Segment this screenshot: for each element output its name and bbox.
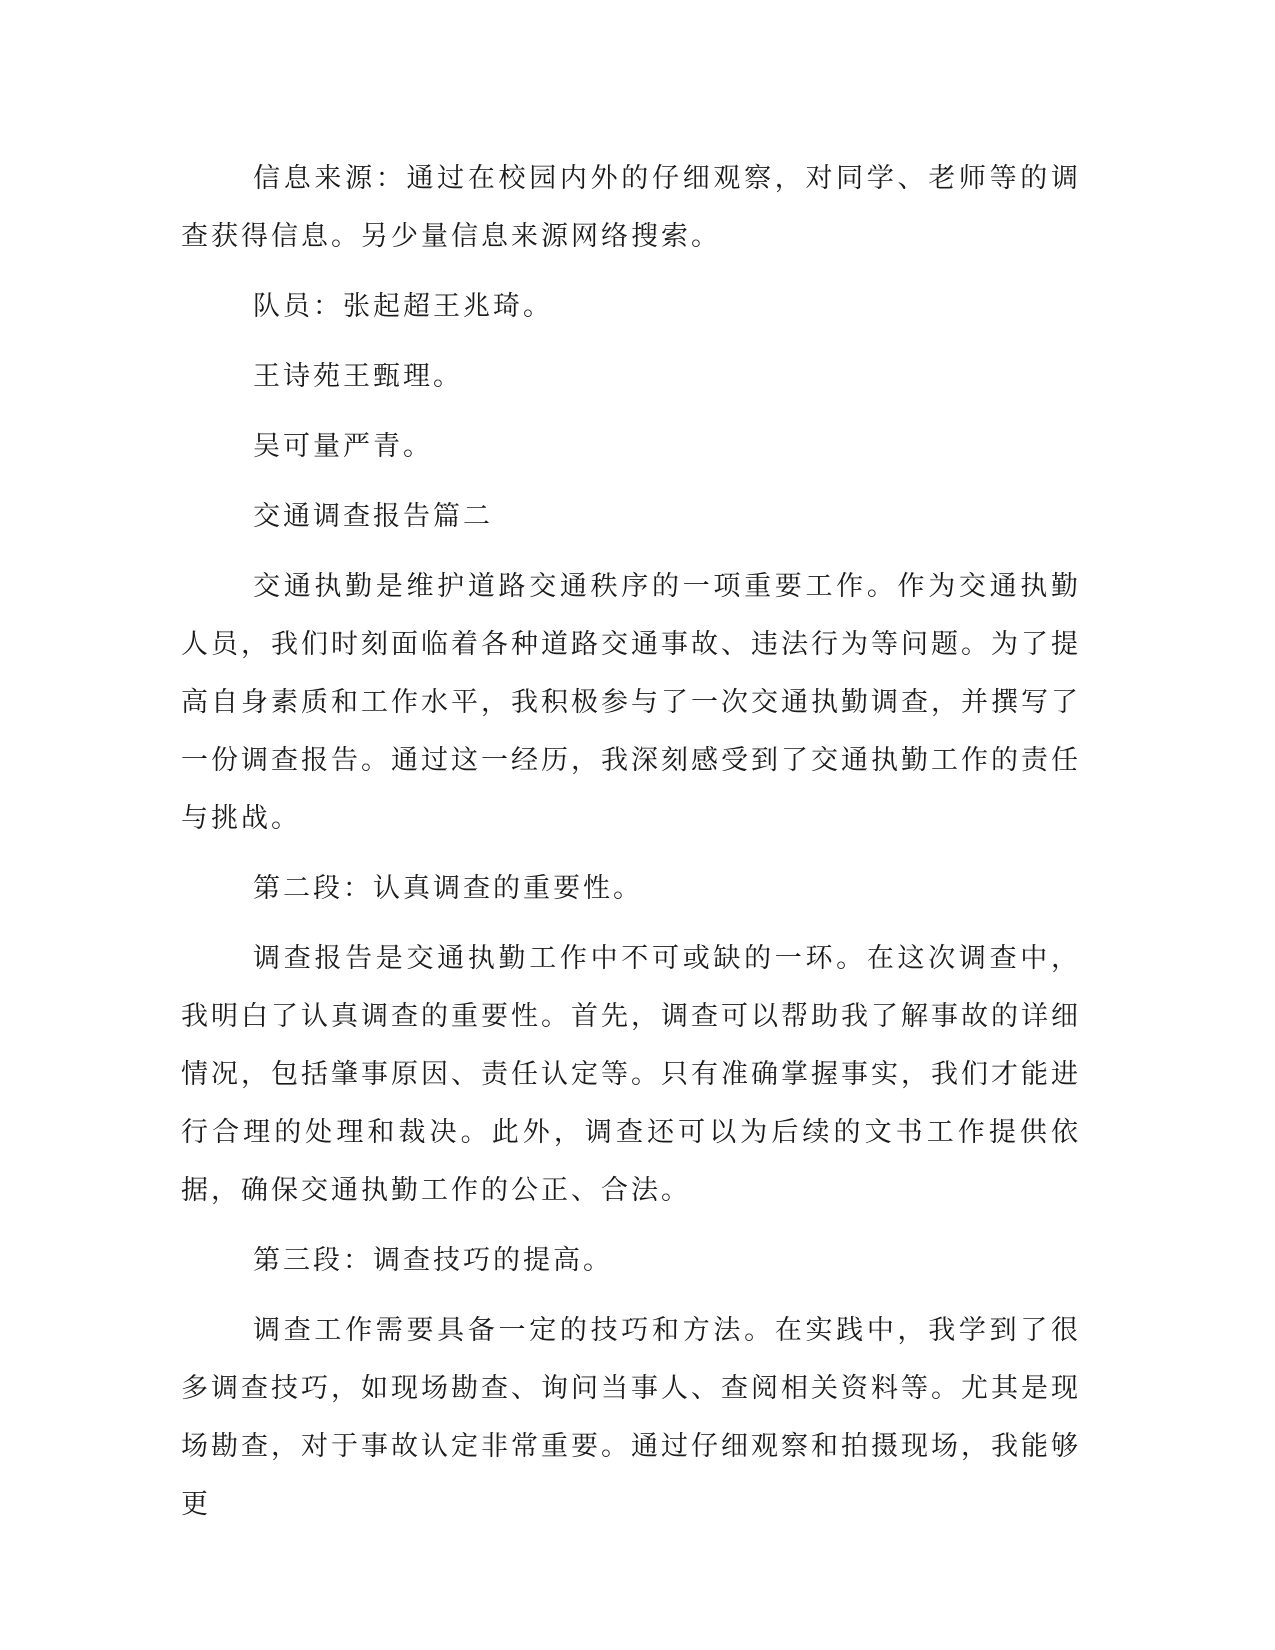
paragraph-importance: 调查报告是交通执勤工作中不可或缺的一环。在这次调查中，我明白了认真调查的重要性。首先，调查可以帮助我了解事故的详细情况，包括肇事原因、责任认定等。只有准确掌握事实，我们才能进行合理的处理和裁决。此外，调查还可以为后续的文书工作提供依据，确保交通执勤工作的公正、合法。 xyxy=(181,943,1081,1206)
paragraph-team-members-3: 吴可量严青。 xyxy=(253,431,433,462)
paragraph-skills: 调查工作需要具备一定的技巧和方法。在实践中，我学到了很多调查技巧，如现场勘查、询问当事人、查阅相关资料等。尤其是现场勘查，对于事故认定非常重要。通过仔细观察和拍摄现场，我能够更 xyxy=(181,1315,1081,1520)
section-heading-part-two: 交通调查报告篇二 xyxy=(253,501,493,532)
section-heading-third: 第三段：调查技巧的提高。 xyxy=(253,1245,613,1276)
section-heading-second: 第二段：认真调查的重要性。 xyxy=(253,873,643,904)
paragraph-team-members-1: 队员：张起超王兆琦。 xyxy=(253,291,553,322)
paragraph-intro: 交通执勤是维护道路交通秩序的一项重要工作。作为交通执勤人员，我们时刻面临着各种道路交通事故、违法行为等问题。为了提高自身素质和工作水平，我积极参与了一次交通执勤调查，并撰写了一份调查报告。通过这一经历，我深刻感受到了交通执勤工作的责任与挑战。 xyxy=(181,571,1081,834)
paragraph-team-members-2: 王诗苑王甄理。 xyxy=(253,361,463,392)
paragraph-info-source: 信息来源：通过在校园内外的仔细观察，对同学、老师等的调查获得信息。另少量信息来源网络搜索。 xyxy=(181,163,1081,252)
document-body xyxy=(181,150,1081,1546)
